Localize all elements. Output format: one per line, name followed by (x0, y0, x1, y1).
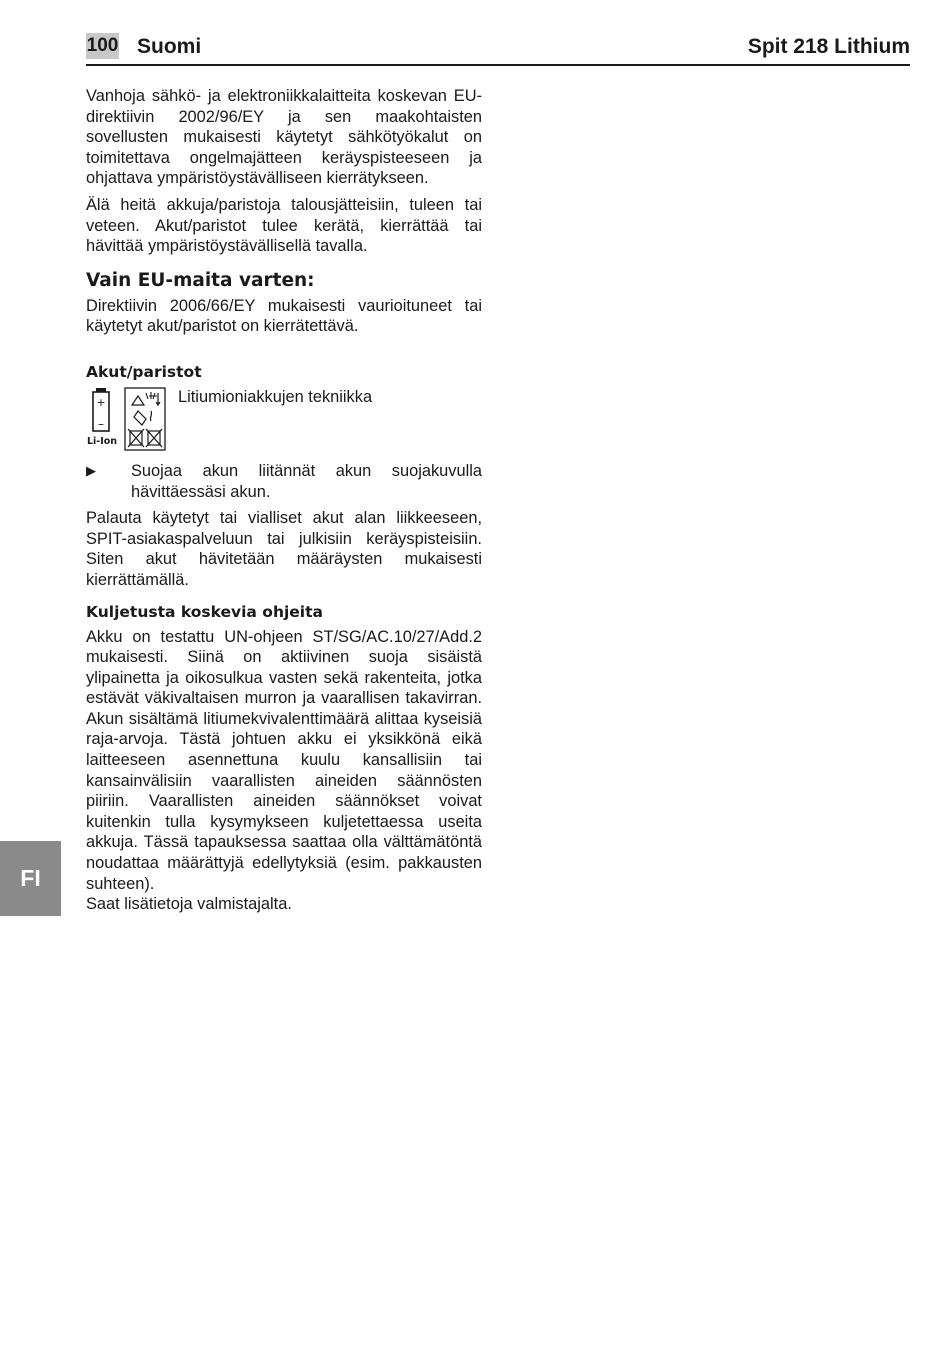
symbol-group (86, 387, 166, 451)
disposal-warning-icon (124, 387, 166, 451)
main-column (86, 86, 482, 921)
page-number: 100 (86, 33, 119, 59)
triangle-bullet-icon: ▶ (86, 462, 96, 478)
transport-paragraph: Akku on testattu UN-ohjeen ST/SG/AC.10/27/Add.2 mukaisesti. Siinä on aktiivinen suoja sisäistä ylipainetta ja oikosulkua vasten sekä rakenteita, jotka estävät väkivaltaisen murron ja vaarallisen takavirran. Akun sisältämä litiumekvivalenttimäärä alittaa kyseisiä raja-arvoja. Tästä johtuen akku ei yksikkönä eikä laitteeseen asennettuna kuulu kansallisiin tai kansainvälisiin vaarallisten aineiden säännösten piiriin. Vaarallisten aineiden säännökset voivat kuitenkin tulla kysymykseen kuljetettaessa useita akkuja. Tässä tapauksessa saattaa olla välttämätöntä noudattaa määrättyjä edellytyksiä (esim. pakkausten suhteen). (86, 627, 482, 893)
instruction-bullet (86, 461, 482, 502)
li-ion-label: Li-Ion (86, 435, 118, 447)
header-language: Suomi (137, 35, 202, 58)
contact-paragraph: Saat lisätietoja valmistajalta. (86, 895, 292, 914)
header-product-name: Spit 218 Lithium (747, 35, 910, 58)
page-header (86, 30, 910, 66)
language-tab: FI (0, 841, 61, 916)
battery-disposal-paragraph: Älä heitä akkuja/paristoja talousjätteisiin, tuleen tai veteen. Akut/paristot tulee kerätä, kierrättää tai hävittää ympäristöystävällisellä tavalla. (86, 195, 482, 256)
svg-text:+: + (96, 395, 106, 409)
li-ion-caption: Litiumioniakkujen tekniikka (178, 387, 373, 406)
weee-paragraph: Vanhoja sähkö- ja elektroniikkalaitteita koskevan EU-direktiivin 2002/96/EY ja sen maakohtaisten sovellusten mukaisesti käytetyt sähkötyökalut on toimitettava ongelmajätteen keräyspisteeseen ja ohjattava ympäristöystävälliseen kierrätykseen. (86, 87, 482, 188)
svg-text:–: – (98, 416, 104, 431)
batteries-heading: Akut/paristot (86, 362, 202, 381)
battery-icon (86, 387, 118, 447)
eu-heading: Vain EU-maita varten: (86, 269, 315, 291)
bullet-text: Suojaa akun liitännät akun suojakuvulla hävittäessäsi akun. (131, 461, 482, 501)
eu-paragraph: Direktiivin 2006/66/EY mukaisesti vaurioituneet tai käytetyt akut/paristot on kierrätettävä. (86, 296, 482, 336)
return-paragraph: Palauta käytetyt tai vialliset akut alan liikkeeseen, SPIT-asiakaspalveluun tai julkisiin keräyspisteisiin. Siten akut hävitetään määräysten mukaisesti kierrättämällä. (86, 509, 482, 589)
transport-heading: Kuljetusta koskevia ohjeita (86, 602, 323, 621)
li-ion-symbol-row (86, 387, 482, 451)
